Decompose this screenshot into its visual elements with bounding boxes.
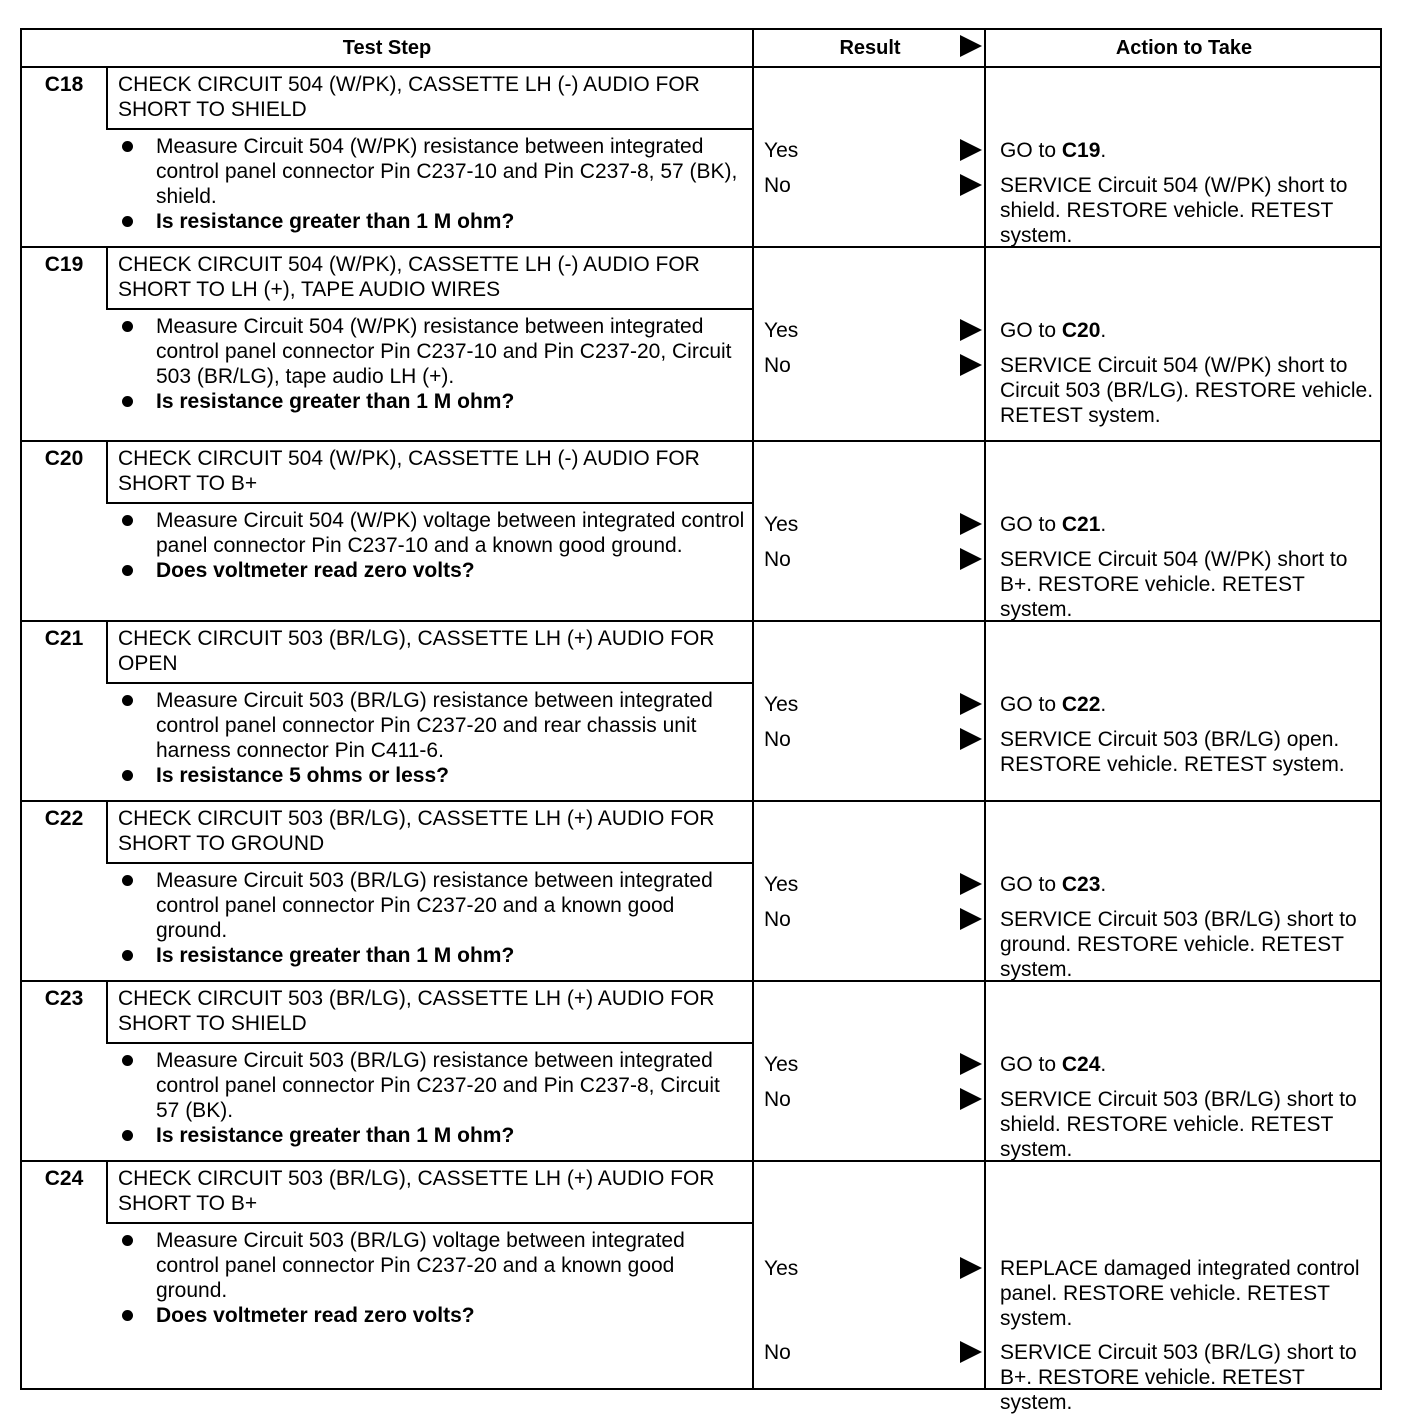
step-instruction [118, 134, 748, 209]
step-bullet-list [118, 868, 748, 968]
action-text: SERVICE Circuit 503 (BR/LG) short to B+. RESTORE vehicle. RETEST system. [1000, 1341, 1357, 1414]
diagnostic-table [20, 28, 1382, 1414]
step-id: C20 [44, 447, 84, 470]
step-instruction [118, 1228, 748, 1303]
step-question [118, 558, 748, 583]
step-instruction [118, 868, 748, 943]
step-instruction [118, 688, 748, 763]
bullet-text: Measure Circuit 504 (W/PK) resistance between integrated control panel connector Pin C237-10 and Pin C237-8, 57 (BK), shield. [156, 135, 738, 208]
result-yes: Yes [764, 1053, 799, 1076]
result-arrow-icon [960, 1257, 982, 1279]
action-text: GO to [1000, 319, 1062, 342]
step-id-divider [106, 442, 108, 502]
action-text: GO to [1000, 139, 1062, 162]
action-suffix: . [1100, 873, 1107, 896]
action-suffix: . [1100, 1053, 1107, 1076]
action-yes [1000, 138, 1380, 163]
step-title-divider [106, 862, 752, 864]
result-arrow-icon [960, 513, 982, 535]
step-bullet-list [118, 688, 748, 788]
step-id-divider [106, 982, 108, 1042]
row-divider [22, 620, 1380, 622]
result-arrow-icon [960, 1341, 982, 1363]
step-title-divider [106, 308, 752, 310]
header-arrow-icon [960, 35, 982, 57]
bullet-icon [122, 515, 133, 526]
column-divider-result [752, 30, 754, 1388]
action-suffix: . [1100, 139, 1107, 162]
step-id: C18 [44, 73, 84, 96]
step-title: CHECK CIRCUIT 503 (BR/LG), CASSETTE LH (+) AUDIO FOR OPEN [118, 627, 715, 675]
action-yes [1000, 692, 1380, 717]
step-instruction [118, 508, 748, 558]
step-id-divider [106, 622, 108, 682]
bullet-icon [122, 770, 133, 781]
step-title: CHECK CIRCUIT 504 (W/PK), CASSETTE LH (-) AUDIO FOR SHORT TO B+ [118, 447, 700, 495]
result-arrow-icon [960, 548, 982, 570]
result-arrow-icon [960, 873, 982, 895]
step-id-divider [106, 248, 108, 308]
result-arrow-icon [960, 139, 982, 161]
result-no: No [764, 1341, 791, 1364]
action-text: REPLACE damaged integrated control panel. RESTORE vehicle. RETEST system. [1000, 1257, 1360, 1330]
step-id-divider [106, 68, 108, 128]
bullet-text: Is resistance greater than 1 M ohm? [156, 944, 515, 967]
step-instruction [118, 1048, 748, 1123]
action-step-ref: C22 [1061, 693, 1101, 716]
row-divider [22, 1160, 1380, 1162]
column-divider-action [984, 30, 986, 1388]
result-arrow-icon [960, 354, 982, 376]
step-title: CHECK CIRCUIT 503 (BR/LG), CASSETTE LH (+) AUDIO FOR SHORT TO GROUND [118, 807, 715, 855]
action-yes [1000, 1052, 1380, 1077]
action-text: SERVICE Circuit 504 (W/PK) short to shield. RESTORE vehicle. RETEST system. [1000, 174, 1348, 247]
action-yes [1000, 512, 1380, 537]
bullet-text: Does voltmeter read zero volts? [156, 1304, 475, 1327]
step-question [118, 1303, 748, 1328]
action-suffix: . [1100, 693, 1107, 716]
row-divider [22, 440, 1380, 442]
step-id: C19 [44, 253, 84, 276]
step-title: CHECK CIRCUIT 504 (W/PK), CASSETTE LH (-) AUDIO FOR SHORT TO LH (+), TAPE AUDIO WIRES [118, 253, 700, 301]
step-bullet-list [118, 314, 748, 414]
header-test-step: Test Step [342, 37, 432, 59]
bullet-icon [122, 1310, 133, 1321]
action-step-ref: C24 [1061, 1053, 1101, 1076]
result-arrow-icon [960, 174, 982, 196]
result-no: No [764, 728, 791, 751]
bullet-icon [122, 216, 133, 227]
row-divider [22, 800, 1380, 802]
bullet-text: Measure Circuit 504 (W/PK) resistance between integrated control panel connector Pin C237-10 and Pin C237-20, Circuit 503 (BR/LG), tape audio LH (+). [156, 315, 732, 388]
result-arrow-icon [960, 319, 982, 341]
result-yes: Yes [764, 693, 799, 716]
bullet-icon [122, 875, 133, 886]
result-yes: Yes [764, 319, 799, 342]
step-title-divider [106, 1042, 752, 1044]
action-text: SERVICE Circuit 503 (BR/LG) open. RESTORE vehicle. RETEST system. [1000, 728, 1345, 776]
bullet-text: Measure Circuit 503 (BR/LG) resistance between integrated control panel connector Pin C237-20 and rear chassis unit harness connector Pin C411-6. [156, 689, 713, 762]
action-text: GO to [1000, 513, 1062, 536]
header-result: Result [839, 37, 901, 59]
step-id: C23 [44, 987, 84, 1010]
bullet-icon [122, 1235, 133, 1246]
step-title-divider [106, 682, 752, 684]
bullet-icon [122, 1055, 133, 1066]
bullet-text: Is resistance greater than 1 M ohm? [156, 1124, 515, 1147]
result-arrow-icon [960, 728, 982, 750]
action-no [1000, 1087, 1380, 1162]
step-title-divider [106, 1222, 752, 1224]
action-suffix: . [1100, 319, 1107, 342]
result-arrow-icon [960, 693, 982, 715]
step-title: CHECK CIRCUIT 503 (BR/LG), CASSETTE LH (+) AUDIO FOR SHORT TO SHIELD [118, 987, 715, 1035]
result-no: No [764, 908, 791, 931]
bullet-icon [122, 321, 133, 332]
action-text: GO to [1000, 873, 1062, 896]
step-title: CHECK CIRCUIT 504 (W/PK), CASSETTE LH (-) AUDIO FOR SHORT TO SHIELD [118, 73, 700, 121]
result-yes: Yes [764, 513, 799, 536]
result-no: No [764, 354, 791, 377]
row-divider [22, 246, 1380, 248]
step-title-divider [106, 128, 752, 130]
action-text: SERVICE Circuit 503 (BR/LG) short to shield. RESTORE vehicle. RETEST system. [1000, 1088, 1357, 1161]
bullet-text: Does voltmeter read zero volts? [156, 559, 475, 582]
step-title-divider [106, 502, 752, 504]
result-yes: Yes [764, 1257, 799, 1280]
step-id: C22 [44, 807, 84, 830]
action-text: SERVICE Circuit 504 (W/PK) short to B+. RESTORE vehicle. RETEST system. [1000, 548, 1348, 621]
step-question [118, 763, 748, 788]
action-no [1000, 353, 1380, 428]
step-question [118, 943, 748, 968]
action-no [1000, 907, 1380, 982]
action-text: GO to [1000, 693, 1062, 716]
result-arrow-icon [960, 1053, 982, 1075]
bullet-icon [122, 396, 133, 407]
result-arrow-icon [960, 908, 982, 930]
action-text: SERVICE Circuit 504 (W/PK) short to Circuit 503 (BR/LG). RESTORE vehicle. RETEST system. [1000, 354, 1374, 427]
step-id: C21 [44, 627, 84, 650]
bullet-icon [122, 1130, 133, 1141]
action-text: SERVICE Circuit 503 (BR/LG) short to ground. RESTORE vehicle. RETEST system. [1000, 908, 1357, 981]
action-no [1000, 173, 1380, 248]
action-step-ref: C19 [1061, 139, 1101, 162]
result-yes: Yes [764, 873, 799, 896]
bullet-icon [122, 565, 133, 576]
bullet-text: Measure Circuit 504 (W/PK) voltage between integrated control panel connector Pin C237-10 and a known good ground. [156, 509, 745, 557]
header-divider [22, 66, 1380, 68]
step-id-divider [106, 1162, 108, 1222]
result-arrow-icon [960, 1088, 982, 1110]
action-no [1000, 727, 1380, 777]
step-question [118, 389, 748, 414]
action-step-ref: C20 [1061, 319, 1101, 342]
bullet-icon [122, 950, 133, 961]
action-suffix: . [1100, 513, 1107, 536]
row-divider [22, 980, 1380, 982]
step-bullet-list [118, 1048, 748, 1148]
result-no: No [764, 174, 791, 197]
bullet-text: Is resistance 5 ohms or less? [156, 764, 449, 787]
action-step-ref: C23 [1061, 873, 1101, 896]
action-no [1000, 547, 1380, 622]
action-yes [1000, 1256, 1380, 1331]
step-bullet-list [118, 1228, 748, 1328]
action-step-ref: C21 [1061, 513, 1101, 536]
header-action: Action to Take [1115, 37, 1253, 59]
action-text: GO to [1000, 1053, 1062, 1076]
bullet-text: Measure Circuit 503 (BR/LG) voltage between integrated control panel connector Pin C237-20 and a known good ground. [156, 1229, 685, 1302]
bullet-text: Is resistance greater than 1 M ohm? [156, 210, 515, 233]
bullet-icon [122, 141, 133, 152]
result-no: No [764, 1088, 791, 1111]
bullet-icon [122, 695, 133, 706]
step-bullet-list [118, 508, 748, 583]
step-question [118, 1123, 748, 1148]
step-id: C24 [44, 1167, 84, 1190]
action-yes [1000, 872, 1380, 897]
step-instruction [118, 314, 748, 389]
bullet-text: Is resistance greater than 1 M ohm? [156, 390, 515, 413]
action-no [1000, 1340, 1380, 1415]
bullet-text: Measure Circuit 503 (BR/LG) resistance between integrated control panel connector Pin C237-20 and Pin C237-8, Circuit 57 (BK). [156, 1049, 720, 1122]
step-bullet-list [118, 134, 748, 234]
result-yes: Yes [764, 139, 799, 162]
step-title: CHECK CIRCUIT 503 (BR/LG), CASSETTE LH (+) AUDIO FOR SHORT TO B+ [118, 1167, 715, 1215]
action-yes [1000, 318, 1380, 343]
result-no: No [764, 548, 791, 571]
step-question [118, 209, 748, 234]
bullet-text: Measure Circuit 503 (BR/LG) resistance between integrated control panel connector Pin C237-20 and a known good ground. [156, 869, 713, 942]
step-id-divider [106, 802, 108, 862]
